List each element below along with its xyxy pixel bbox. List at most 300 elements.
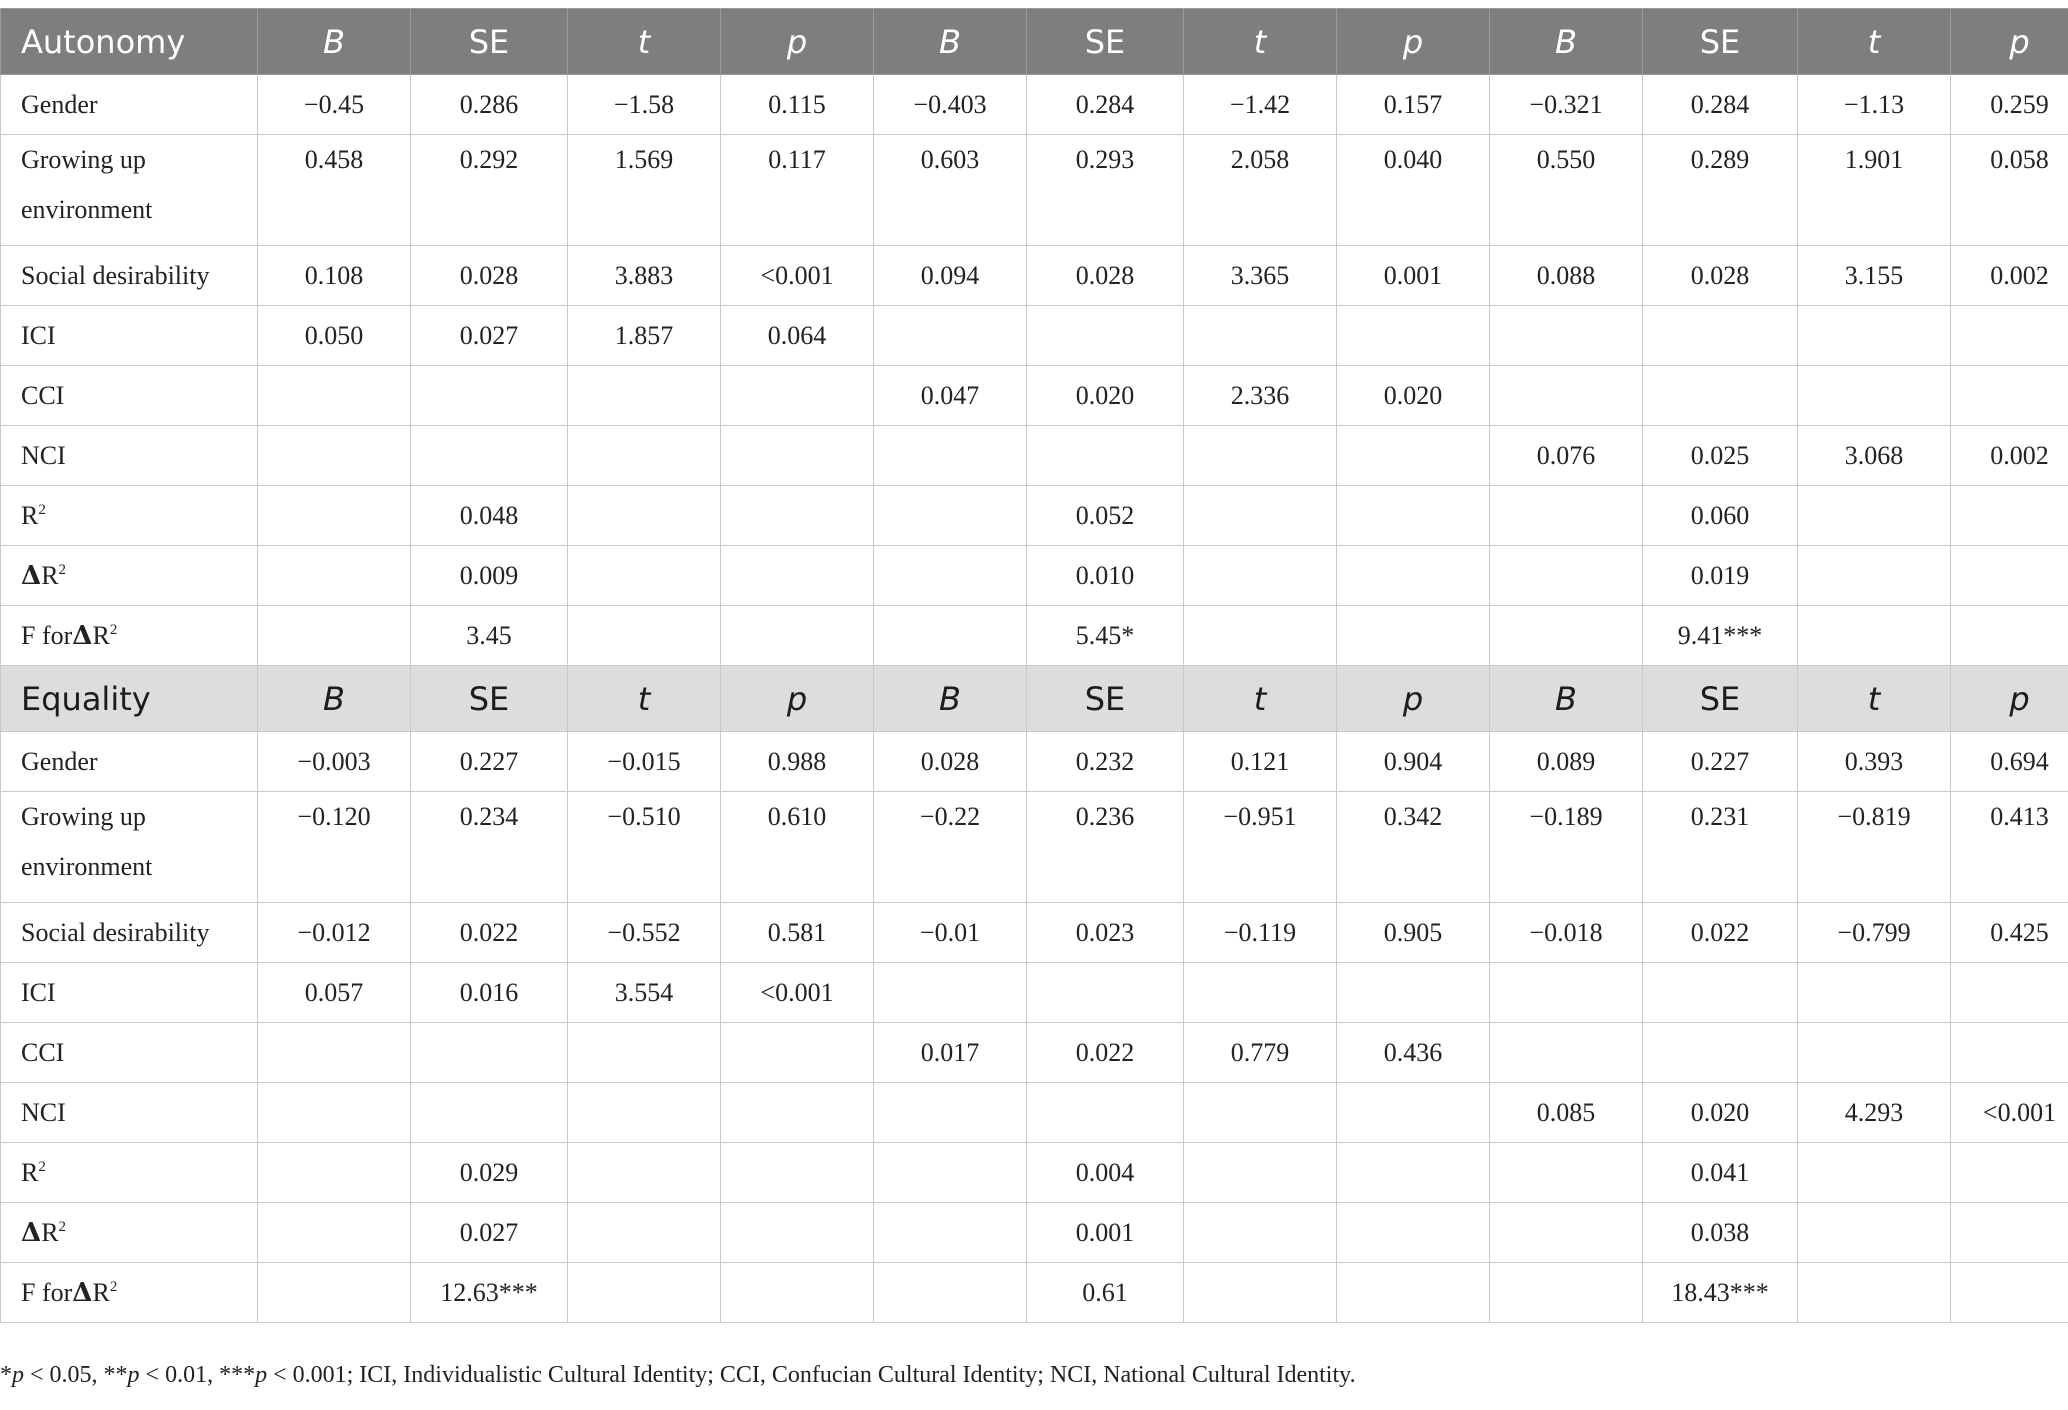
table-cell: 0.293	[1027, 135, 1184, 246]
column-header: p	[721, 666, 874, 732]
table-cell: −0.01	[874, 903, 1027, 963]
table-cell	[721, 486, 874, 546]
table-cell: 0.050	[258, 306, 411, 366]
table-cell	[568, 1143, 721, 1203]
table-cell: 0.022	[411, 903, 568, 963]
table-cell: 0.020	[1337, 366, 1490, 426]
row-label	[1, 546, 258, 606]
delta-symbol: Δ	[21, 1217, 42, 1248]
row-label: CCI	[1, 366, 258, 426]
table-cell	[1337, 546, 1490, 606]
table-cell	[874, 1203, 1027, 1263]
table-cell	[568, 546, 721, 606]
table-cell: 0.025	[1643, 426, 1798, 486]
table-cell: 0.286	[411, 75, 568, 135]
row-label	[1, 1263, 258, 1323]
label-base: R	[41, 1217, 59, 1247]
column-header: SE	[1027, 666, 1184, 732]
table-cell: 0.047	[874, 366, 1027, 426]
footnote-var-1: p	[12, 1362, 24, 1388]
table-cell: 0.048	[411, 486, 568, 546]
table-cell	[874, 1143, 1027, 1203]
table-cell: 0.027	[411, 306, 568, 366]
table-cell: 0.038	[1643, 1203, 1798, 1263]
label-superscript: 2	[109, 621, 118, 638]
table-cell: 2.336	[1184, 366, 1337, 426]
table-cell	[1337, 306, 1490, 366]
table-cell: 1.857	[568, 306, 721, 366]
table-cell: 3.883	[568, 246, 721, 306]
table-cell: 12.63***	[411, 1263, 568, 1323]
table-cell: −0.552	[568, 903, 721, 963]
table-cell	[258, 606, 411, 666]
table-cell	[874, 486, 1027, 546]
table-cell: 0.292	[411, 135, 568, 246]
row-label	[1, 606, 258, 666]
table-cell	[1490, 306, 1643, 366]
table-cell: 0.020	[1027, 366, 1184, 426]
column-header: SE	[1643, 9, 1798, 75]
table-cell	[258, 1023, 411, 1083]
table-cell	[1798, 963, 1951, 1023]
table-cell: −1.13	[1798, 75, 1951, 135]
table-cell: 0.284	[1027, 75, 1184, 135]
table-cell: 0.227	[411, 732, 568, 792]
table-cell: 0.232	[1027, 732, 1184, 792]
table-cell	[1337, 1263, 1490, 1323]
table-cell: 0.227	[1643, 732, 1798, 792]
table-cell	[874, 1083, 1027, 1143]
table-cell: 0.004	[1027, 1143, 1184, 1203]
table-cell	[1184, 1263, 1337, 1323]
table-cell	[1184, 546, 1337, 606]
table-cell: −0.819	[1798, 792, 1951, 903]
row-label: Gender	[1, 75, 258, 135]
table-cell: 0.284	[1643, 75, 1798, 135]
table-cell	[1951, 306, 2068, 366]
row-label: Social desirability	[1, 903, 258, 963]
table-row	[1, 1143, 2068, 1203]
table-cell: 0.121	[1184, 732, 1337, 792]
section-header-equality	[1, 666, 2068, 732]
table-cell: 0.010	[1027, 546, 1184, 606]
table-cell: 0.115	[721, 75, 874, 135]
table-cell	[1490, 366, 1643, 426]
table-row	[1, 1263, 2068, 1323]
table-cell	[568, 606, 721, 666]
table-cell: −0.403	[874, 75, 1027, 135]
table-cell: 0.029	[411, 1143, 568, 1203]
table-cell	[1027, 1083, 1184, 1143]
table-cell	[568, 366, 721, 426]
table-cell	[1798, 306, 1951, 366]
column-header: B	[258, 666, 411, 732]
table-cell	[1337, 486, 1490, 546]
table-row	[1, 792, 2068, 903]
table-cell	[1184, 1203, 1337, 1263]
table-cell: 2.058	[1184, 135, 1337, 246]
label-base: R	[21, 500, 39, 530]
table-cell	[258, 426, 411, 486]
table-cell: 3.068	[1798, 426, 1951, 486]
table-cell: 0.020	[1643, 1083, 1798, 1143]
regression-table-container	[0, 8, 2068, 1323]
table-cell	[1027, 306, 1184, 366]
column-header: B	[874, 666, 1027, 732]
table-cell	[721, 546, 874, 606]
table-cell	[411, 1083, 568, 1143]
table-cell: −0.012	[258, 903, 411, 963]
row-label: NCI	[1, 1083, 258, 1143]
table-cell: 0.057	[258, 963, 411, 1023]
footnote-text-2: < 0.01,	[139, 1362, 220, 1388]
table-cell	[411, 1023, 568, 1083]
table-cell	[411, 366, 568, 426]
table-cell: −0.003	[258, 732, 411, 792]
table-cell	[1951, 486, 2068, 546]
table-cell: 0.085	[1490, 1083, 1643, 1143]
table-row	[1, 903, 2068, 963]
table-cell	[1798, 366, 1951, 426]
table-cell: 0.581	[721, 903, 874, 963]
row-label: ICI	[1, 963, 258, 1023]
table-cell	[1184, 606, 1337, 666]
table-cell	[1798, 606, 1951, 666]
table-cell: 0.234	[411, 792, 568, 903]
column-header: p	[1337, 9, 1490, 75]
footnote-var-2: p	[127, 1362, 140, 1388]
table-cell	[1798, 1143, 1951, 1203]
table-cell: 0.413	[1951, 792, 2068, 903]
table-cell	[721, 1023, 874, 1083]
row-label: Social desirability	[1, 246, 258, 306]
table-cell: 0.028	[1643, 246, 1798, 306]
footnote-sym-2: **	[103, 1362, 128, 1388]
table-cell	[1643, 366, 1798, 426]
section-title: Equality	[1, 666, 258, 732]
table-cell	[1184, 1083, 1337, 1143]
table-cell	[1951, 1023, 2068, 1083]
table-cell	[258, 1263, 411, 1323]
table-cell: 0.089	[1490, 732, 1643, 792]
table-cell: −0.22	[874, 792, 1027, 903]
table-row	[1, 75, 2068, 135]
label-superscript: 2	[109, 1278, 118, 1295]
table-cell	[721, 1143, 874, 1203]
table-cell	[721, 426, 874, 486]
footnote-var-3: p	[255, 1362, 268, 1388]
table-cell	[874, 546, 1027, 606]
table-cell	[258, 366, 411, 426]
delta-symbol: Δ	[72, 1277, 93, 1308]
footnote-sym-1: *	[0, 1362, 12, 1388]
table-cell	[258, 1083, 411, 1143]
table-cell	[1490, 1263, 1643, 1323]
column-header: SE	[1643, 666, 1798, 732]
table-cell: 5.45*	[1027, 606, 1184, 666]
delta-symbol: Δ	[72, 620, 93, 651]
column-header: t	[1798, 9, 1951, 75]
table-cell	[1490, 546, 1643, 606]
table-cell	[1027, 426, 1184, 486]
table-cell: 0.231	[1643, 792, 1798, 903]
table-cell	[568, 426, 721, 486]
table-cell: 0.040	[1337, 135, 1490, 246]
table-cell: 0.458	[258, 135, 411, 246]
table-cell: 0.027	[411, 1203, 568, 1263]
label-superscript: 2	[58, 561, 67, 578]
table-cell	[1027, 963, 1184, 1023]
column-header: SE	[411, 666, 568, 732]
table-cell	[1951, 1203, 2068, 1263]
label-superscript: 2	[38, 1158, 46, 1175]
table-cell: 0.342	[1337, 792, 1490, 903]
row-label: NCI	[1, 426, 258, 486]
table-cell: 0.022	[1027, 1023, 1184, 1083]
table-cell: 0.009	[411, 546, 568, 606]
row-label	[1, 486, 258, 546]
table-cell	[1798, 1023, 1951, 1083]
table-cell: 0.259	[1951, 75, 2068, 135]
table-cell	[258, 1203, 411, 1263]
table-cell	[1184, 486, 1337, 546]
column-header: B	[258, 9, 411, 75]
table-cell: −0.120	[258, 792, 411, 903]
table-cell: 0.052	[1027, 486, 1184, 546]
table-cell: 0.904	[1337, 732, 1490, 792]
table-cell: 1.901	[1798, 135, 1951, 246]
row-label	[1, 1143, 258, 1203]
table-cell	[874, 1263, 1027, 1323]
table-cell: 0.001	[1337, 246, 1490, 306]
table-cell: 18.43***	[1643, 1263, 1798, 1323]
table-cell: 0.002	[1951, 246, 2068, 306]
table-cell	[1184, 426, 1337, 486]
table-cell	[1490, 1203, 1643, 1263]
table-cell	[258, 546, 411, 606]
column-header: t	[568, 666, 721, 732]
table-cell	[1798, 486, 1951, 546]
table-cell: 0.603	[874, 135, 1027, 246]
table-row	[1, 732, 2068, 792]
table-row	[1, 246, 2068, 306]
section-header-autonomy	[1, 9, 2068, 75]
table-row	[1, 1203, 2068, 1263]
table-cell: −0.015	[568, 732, 721, 792]
table-cell: 3.155	[1798, 246, 1951, 306]
table-cell: 0.064	[721, 306, 874, 366]
column-header: p	[1337, 666, 1490, 732]
table-cell	[568, 1083, 721, 1143]
table-cell: 0.016	[411, 963, 568, 1023]
table-cell	[411, 426, 568, 486]
table-cell: 3.45	[411, 606, 568, 666]
label-prefix: F for	[21, 1277, 73, 1307]
table-cell	[1337, 606, 1490, 666]
table-cell: −0.45	[258, 75, 411, 135]
table-cell: 0.060	[1643, 486, 1798, 546]
row-label: Growing up environment	[1, 792, 258, 903]
footnote-text-3: < 0.001; ICI, Individualistic Cultural Identity; CCI, Confucian Cultural Identity; NCI, National Cultural Identity.	[267, 1362, 1356, 1388]
table-cell	[1490, 1143, 1643, 1203]
table-row	[1, 606, 2068, 666]
table-cell: 0.425	[1951, 903, 2068, 963]
table-cell: 1.569	[568, 135, 721, 246]
column-header: SE	[1027, 9, 1184, 75]
table-cell	[721, 366, 874, 426]
table-cell: 0.028	[1027, 246, 1184, 306]
column-header: t	[1184, 666, 1337, 732]
column-header: t	[568, 9, 721, 75]
table-cell: 0.157	[1337, 75, 1490, 135]
table-row	[1, 1083, 2068, 1143]
table-cell: 0.117	[721, 135, 874, 246]
table-cell: 0.001	[1027, 1203, 1184, 1263]
table-row	[1, 426, 2068, 486]
table-cell: −0.321	[1490, 75, 1643, 135]
footnote-text-1: < 0.05,	[24, 1362, 104, 1388]
table-cell	[1951, 963, 2068, 1023]
table-cell: 0.905	[1337, 903, 1490, 963]
table-row	[1, 306, 2068, 366]
table-cell	[568, 1263, 721, 1323]
table-cell: 0.076	[1490, 426, 1643, 486]
label-superscript: 2	[58, 1218, 67, 1235]
table-cell: <0.001	[721, 963, 874, 1023]
row-label: ICI	[1, 306, 258, 366]
table-cell	[1951, 1263, 2068, 1323]
label-base: R	[21, 1157, 39, 1187]
table-cell	[1490, 606, 1643, 666]
table-cell	[721, 1203, 874, 1263]
table-cell: 0.436	[1337, 1023, 1490, 1083]
table-cell: 4.293	[1798, 1083, 1951, 1143]
table-row	[1, 486, 2068, 546]
column-header: p	[721, 9, 874, 75]
table-cell: 3.554	[568, 963, 721, 1023]
table-cell: 9.41***	[1643, 606, 1798, 666]
table-cell	[1951, 1143, 2068, 1203]
table-cell: −0.510	[568, 792, 721, 903]
table-cell: −0.799	[1798, 903, 1951, 963]
table-row	[1, 963, 2068, 1023]
table-cell: 0.058	[1951, 135, 2068, 246]
table-cell	[1643, 1023, 1798, 1083]
table-footnote	[0, 1362, 1356, 1389]
column-header: B	[1490, 666, 1643, 732]
table-cell	[874, 426, 1027, 486]
table-cell	[1337, 1143, 1490, 1203]
table-cell: 0.002	[1951, 426, 2068, 486]
column-header: B	[874, 9, 1027, 75]
regression-table	[0, 8, 2068, 1323]
table-cell	[1951, 366, 2068, 426]
table-cell	[874, 306, 1027, 366]
column-header: p	[1951, 666, 2068, 732]
table-cell: −0.018	[1490, 903, 1643, 963]
table-cell: 0.028	[411, 246, 568, 306]
table-cell	[568, 1203, 721, 1263]
footnote-sym-3: ***	[219, 1362, 256, 1388]
row-label: Growing up environment	[1, 135, 258, 246]
table-cell: −0.189	[1490, 792, 1643, 903]
table-cell: 0.393	[1798, 732, 1951, 792]
table-cell: 0.550	[1490, 135, 1643, 246]
table-cell: <0.001	[721, 246, 874, 306]
table-cell	[1184, 1143, 1337, 1203]
table-row	[1, 366, 2068, 426]
table-body	[1, 9, 2068, 1323]
table-cell	[1490, 1023, 1643, 1083]
table-cell: −1.42	[1184, 75, 1337, 135]
table-cell	[1490, 486, 1643, 546]
table-cell: <0.001	[1951, 1083, 2068, 1143]
column-header: t	[1798, 666, 1951, 732]
table-cell	[568, 1023, 721, 1083]
table-cell: 0.779	[1184, 1023, 1337, 1083]
table-cell: 0.028	[874, 732, 1027, 792]
table-cell	[1951, 606, 2068, 666]
label-prefix: F for	[21, 620, 73, 650]
table-cell: 0.61	[1027, 1263, 1184, 1323]
table-cell: 0.694	[1951, 732, 2068, 792]
section-title: Autonomy	[1, 9, 258, 75]
table-row	[1, 546, 2068, 606]
table-cell	[1798, 1203, 1951, 1263]
table-cell	[874, 606, 1027, 666]
label-base: R	[92, 1277, 110, 1307]
table-cell: 0.023	[1027, 903, 1184, 963]
table-cell	[258, 1143, 411, 1203]
table-cell: −0.119	[1184, 903, 1337, 963]
table-cell: −1.58	[568, 75, 721, 135]
table-cell: 0.094	[874, 246, 1027, 306]
table-cell	[1337, 426, 1490, 486]
table-cell	[1643, 963, 1798, 1023]
table-cell	[721, 1083, 874, 1143]
table-row	[1, 135, 2068, 246]
table-cell: 0.988	[721, 732, 874, 792]
column-header: t	[1184, 9, 1337, 75]
label-base: R	[41, 560, 59, 590]
table-cell	[1184, 306, 1337, 366]
column-header: p	[1951, 9, 2068, 75]
table-cell	[1951, 546, 2068, 606]
table-cell: 0.041	[1643, 1143, 1798, 1203]
table-cell	[721, 606, 874, 666]
table-cell	[1798, 546, 1951, 606]
table-cell: 0.108	[258, 246, 411, 306]
table-cell: 0.019	[1643, 546, 1798, 606]
table-cell	[1337, 963, 1490, 1023]
delta-symbol: Δ	[21, 560, 42, 591]
table-cell: 0.610	[721, 792, 874, 903]
row-label: CCI	[1, 1023, 258, 1083]
table-cell	[1490, 963, 1643, 1023]
column-header: B	[1490, 9, 1643, 75]
row-label: Gender	[1, 732, 258, 792]
table-cell	[874, 963, 1027, 1023]
table-cell	[568, 486, 721, 546]
table-cell	[258, 486, 411, 546]
table-cell: 0.236	[1027, 792, 1184, 903]
table-cell	[721, 1263, 874, 1323]
label-superscript: 2	[38, 501, 46, 518]
table-cell	[1337, 1083, 1490, 1143]
table-cell: 0.017	[874, 1023, 1027, 1083]
table-cell: 0.289	[1643, 135, 1798, 246]
table-cell	[1643, 306, 1798, 366]
